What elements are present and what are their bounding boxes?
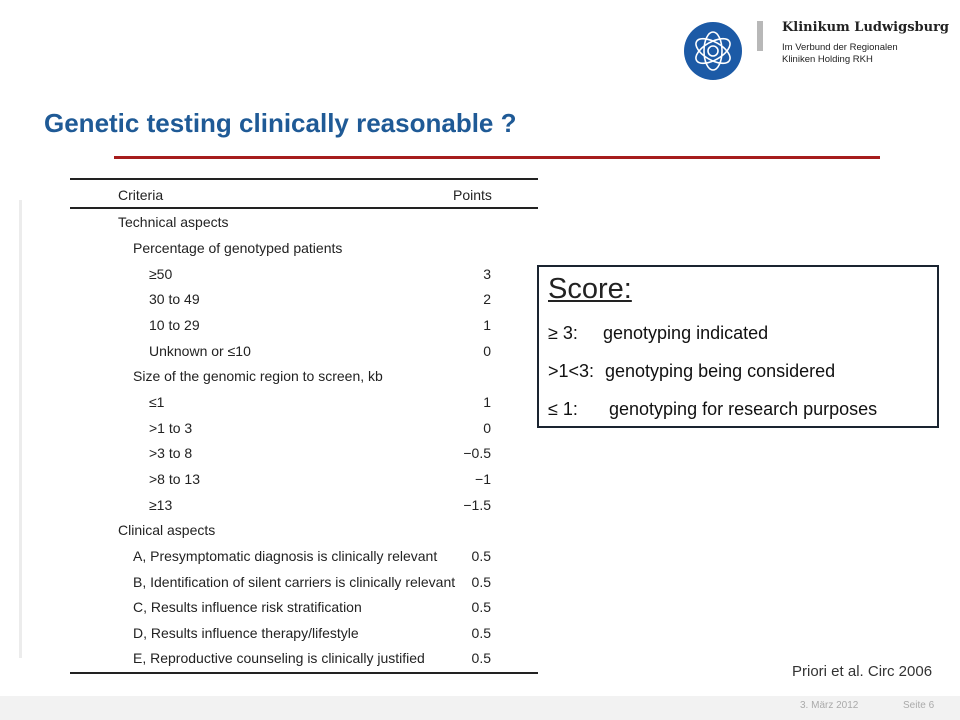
table-row (70, 493, 538, 518)
footer-page-number: Seite 6 (903, 700, 935, 711)
table-row (70, 646, 538, 671)
row-points: 3 (483, 266, 491, 282)
row-label: Technical aspects (118, 214, 229, 230)
table-row (70, 364, 538, 389)
logo-divider-bar (757, 21, 763, 51)
table-row (70, 236, 538, 261)
table-row (70, 287, 538, 312)
row-points: 0.5 (471, 574, 491, 590)
row-label: Size of the genomic region to screen, kb (133, 368, 383, 384)
row-label: >3 to 8 (149, 445, 193, 461)
table-row (70, 339, 538, 364)
score-meaning: genotyping for research purposes (609, 399, 878, 419)
table-row (70, 570, 538, 595)
score-line (548, 323, 768, 344)
row-label: B, Identification of silent carriers is clinically relevant (133, 574, 456, 590)
table-row (70, 416, 538, 441)
row-label: E, Reproductive counseling is clinically justified (133, 650, 425, 666)
table-row (70, 390, 538, 415)
table-row (70, 467, 538, 492)
logo-name: Klinikum Ludwigsburg (782, 20, 950, 35)
row-label: D, Results influence therapy/lifestyle (133, 625, 359, 641)
row-label: >1 to 3 (149, 420, 193, 436)
row-label: ≥50 (149, 266, 173, 282)
table-row (70, 595, 538, 620)
logo-subtitle-line1: Im Verbund der Regionalen (782, 42, 898, 53)
row-points: 1 (483, 394, 491, 410)
score-threshold: ≤ 1: (548, 399, 578, 419)
row-points: 0 (483, 420, 491, 436)
row-label: A, Presymptomatic diagnosis is clinically relevant (133, 548, 438, 564)
row-points: 0 (483, 343, 491, 359)
title-underline-rule (114, 156, 880, 159)
table-row (70, 621, 538, 646)
row-label: Unknown or ≤10 (149, 343, 251, 359)
row-label: 30 to 49 (149, 291, 200, 307)
score-line (548, 399, 877, 420)
slide-title: Genetic testing clinically reasonable ? (44, 108, 517, 138)
row-points: 0.5 (471, 625, 491, 641)
citation: Priori et al. Circ 2006 (792, 663, 933, 680)
table-row (70, 262, 538, 287)
logo-emblem-icon (682, 20, 744, 82)
hospital-logo (682, 18, 950, 80)
score-title: Score: (548, 273, 632, 305)
table-row (70, 441, 538, 466)
score-box (537, 265, 939, 428)
row-points: 0.5 (471, 650, 491, 666)
row-label: ≤1 (149, 394, 165, 410)
logo-subtitle-line2: Kliniken Holding RKH (782, 54, 873, 65)
row-points: 0.5 (471, 599, 491, 615)
table-row (70, 518, 538, 543)
table-row (70, 544, 538, 569)
table-bottom-rule (70, 672, 538, 674)
score-threshold: ≥ 3: (548, 323, 578, 343)
table-row (70, 210, 538, 235)
row-points: −1 (475, 471, 491, 487)
footer-date: 3. März 2012 (800, 700, 859, 711)
row-label: >8 to 13 (149, 471, 200, 487)
table-row (70, 313, 538, 338)
score-meaning: genotyping being considered (605, 361, 836, 381)
row-label: ≥13 (149, 497, 173, 513)
row-points: 1 (483, 317, 491, 333)
row-label: Clinical aspects (118, 522, 216, 538)
score-meaning: genotyping indicated (603, 323, 769, 343)
table-header-criteria: Criteria (118, 187, 164, 203)
score-threshold: >1<3: (548, 361, 595, 381)
table-header-points: Points (453, 187, 492, 203)
row-points: −1.5 (463, 497, 491, 513)
row-label: Percentage of genotyped patients (133, 240, 343, 256)
row-points: 0.5 (471, 548, 491, 564)
left-edge-strip (19, 200, 22, 658)
score-line (548, 361, 835, 382)
table-header-rule (70, 207, 538, 209)
row-label: 10 to 29 (149, 317, 200, 333)
table-top-rule (70, 178, 538, 180)
row-points: −0.5 (463, 445, 491, 461)
row-points: 2 (483, 291, 491, 307)
row-label: C, Results influence risk stratification (133, 599, 362, 615)
